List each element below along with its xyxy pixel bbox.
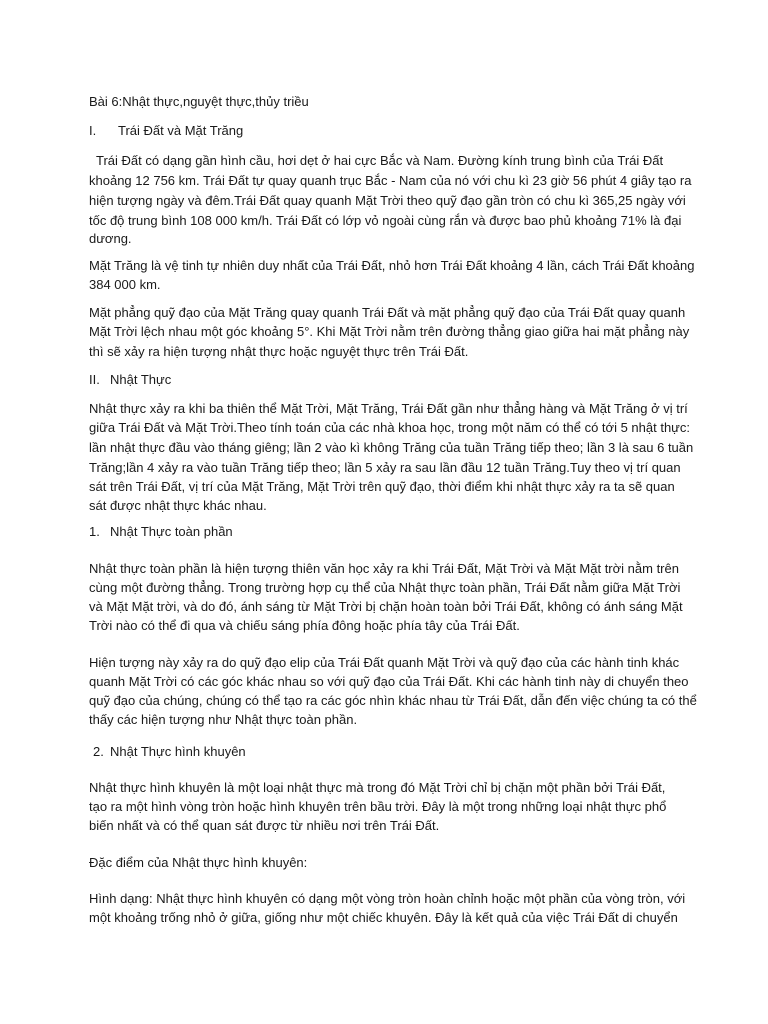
paragraph-line: Mặt Trời lệch nhau một góc khoảng 5°. Khi Mặt Trời nằm trên đường thẳng giao giữa hai mặt phẳng này <box>89 324 690 339</box>
subsection-title: Nhật Thực toàn phần <box>110 524 233 539</box>
paragraph-line: 384 000 km. <box>89 277 161 292</box>
paragraph-line: quanh Mặt Trời có các góc khác nhau so với quỹ đạo của Trái Đất. Khi các hành tinh này di chuyển theo <box>89 674 689 689</box>
subsection-title: Nhật Thực hình khuyên <box>110 744 246 759</box>
subsection-number: 1. <box>89 524 100 539</box>
paragraph-line: khoảng 12 756 km. Trái Đất tự quay quanh trục Bắc - Nam của nó với chu kì 23 giờ 56 phút 4 giây tạo ra <box>89 173 692 188</box>
paragraph-line: Mặt phẳng quỹ đạo của Mặt Trăng quay quanh Trái Đất và mặt phẳng quỹ đạo của Trái Đất quay quanh <box>89 305 686 320</box>
paragraph-line: Mặt Trăng là vệ tinh tự nhiên duy nhất của Trái Đất, nhỏ hơn Trái Đất khoảng 4 lần, cách Trái Đất khoảng <box>89 258 695 273</box>
paragraph-line: Hình dạng: Nhật thực hình khuyên có dạng một vòng tròn hoàn chỉnh hoặc một phần của vòng tròn, với <box>89 891 686 906</box>
paragraph-line: dương. <box>89 231 132 246</box>
paragraph-line: và Mặt Mặt trời, và do đó, ánh sáng từ Mặt Trời bị chặn hoàn toàn bởi Trái Đất, không có ánh sáng Mặt <box>89 599 683 614</box>
paragraph-line: lần nhật thực đầu vào tháng giêng; lần 2 vào kì không Trăng của tuần Trăng tiếp theo; lần 3 là sau 6 tuần <box>89 440 694 455</box>
paragraph-line: Trăng;lần 4 xảy ra vào tuần Trăng tiếp theo; lần 5 xảy ra sau lần đầu 12 tuần Trăng.Tuy theo vị trí quan <box>89 460 681 475</box>
paragraph-characteristics-intro: Đặc điểm của Nhật thực hình khuyên: <box>89 855 308 870</box>
paragraph-line: cùng một đường thẳng. Trong trường hợp cụ thể của Nhật thực toàn phần, Trái Đất nằm giữa Mặt Trời <box>89 580 681 595</box>
paragraph-line: thì sẽ xảy ra hiện tượng nhật thực hoặc nguyệt thực trên Trái Đất. <box>89 344 469 359</box>
paragraph-line: một khoảng trống nhỏ ở giữa, giống như một chiếc khuyên. Đây là kết quả của việc Trái Đất di chuyển <box>89 910 678 925</box>
document-title: Bài 6:Nhật thực,nguyệt thực,thủy triều <box>89 94 309 109</box>
paragraph-line: Nhật thực xảy ra khi ba thiên thể Mặt Trời, Mặt Trăng, Trái Đất gần như thẳng hàng và Mặt Trăng ở vị trí <box>89 401 688 416</box>
section-number: II. <box>89 372 100 387</box>
paragraph-line: quỹ đạo của chúng, chúng có thể tạo ra các góc nhìn khác nhau từ Trái Đất, dẫn đến việc chúng ta có thể <box>89 693 697 708</box>
paragraph-line: tốc độ trung bình 108 000 km/h. Trái Đất có lớp vỏ ngoài cùng rắn và được bao phủ khoảng 71% là đại <box>89 213 682 228</box>
paragraph-line: sát được nhật thực khác nhau. <box>89 498 267 513</box>
section-number: I. <box>89 123 97 138</box>
paragraph-line: hiện tượng ngày và đêm.Trái Đất quay quanh Mặt Trời theo quỹ đạo gần tròn có chu kì 365,25 ngày với <box>89 193 686 208</box>
paragraph-line: thấy các hiện tượng như Nhật thực toàn phần. <box>89 712 358 727</box>
paragraph-line: Trái Đất có dạng gần hình cầu, hơi dẹt ở hai cực Bắc và Nam. Đường kính trung bình của Trái Đất <box>89 153 664 168</box>
paragraph-line: Nhật thực toàn phần là hiện tượng thiên văn học xảy ra khi Trái Đất, Mặt Trời và Mặt Mặt trời nằm trên <box>89 561 679 576</box>
paragraph-line: Nhật thực hình khuyên là một loại nhật thực mà trong đó Mặt Trời chỉ bị chặn một phần bởi Trái Đất, <box>89 780 666 795</box>
subsection-number: 2. <box>93 744 104 759</box>
paragraph-line: sát trên Trái Đất, vị trí của Mặt Trăng, Mặt Trời trên quỹ đạo, thời điểm khi nhật thực xảy ra ta sẽ quan <box>89 479 675 494</box>
paragraph-line: biến nhất và có thể quan sát được từ nhiều nơi trên Trái Đất. <box>89 818 440 833</box>
paragraph-line: tạo ra một hình vòng tròn hoặc hình khuyên trên bầu trời. Đây là một trong những loại nhật thực phổ <box>89 799 667 814</box>
paragraph-line: giữa Trái Đất và Mặt Trời.Theo tính toán của các nhà khoa học, trong một năm có thể có tới 5 nhật thực: <box>89 420 690 435</box>
section-title: Nhật Thực <box>110 372 172 387</box>
paragraph-line: Trời nào có thể đi qua và chiếu sáng phía đông hoặc phía tây của Trái Đất. <box>89 618 520 633</box>
section-title: Trái Đất và Mặt Trăng <box>118 123 244 138</box>
paragraph-line: Hiện tượng này xảy ra do quỹ đạo elip của Trái Đất quanh Mặt Trời và quỹ đạo của các hành tinh khác <box>89 655 680 670</box>
